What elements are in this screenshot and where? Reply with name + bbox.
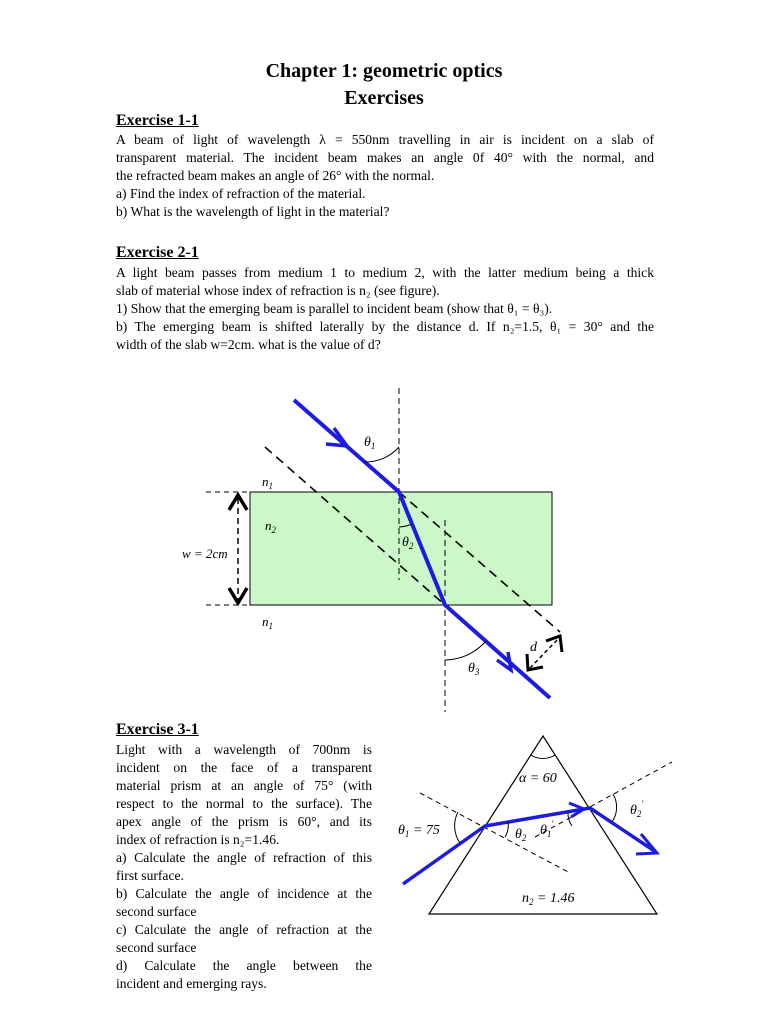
n2-label: $n_2$ [265,518,276,535]
text-line: c) Calculate the angle of refraction at the [116,922,372,937]
exercises-heading: Exercises [344,87,424,109]
text-line: first surface. [116,868,184,883]
text-line: a) Find the index of refraction of the material. [116,186,366,201]
theta2p-label: $\theta_2'$ [630,799,644,819]
theta2p-arc [612,794,617,822]
exercise-3-1-heading: Exercise 3-1 [116,721,199,738]
theta1-label: $\theta_1$ [364,435,376,451]
text-line: respect to the normal to the surface). The [116,796,372,811]
chapter-title: Chapter 1: geometric optics [265,60,503,82]
text-line: index of refraction is n₂=1.46. [116,832,280,847]
text-line: b) The emerging beam is shifted laterally by the distance d. If n₂=1.5, θ₁ = 30° and the [116,319,654,334]
text-line: the refracted beam makes an angle of 26° with the normal. [116,168,435,183]
text-line: incident and emerging rays. [116,976,267,991]
text-line: second surface [116,940,197,955]
text-line: A beam of light of wavelength λ = 550nm travelling in air is incident on a slab of [116,132,654,147]
alpha-label: α = 60 [519,771,557,786]
exercise-2-1-heading: Exercise 2-1 [116,244,199,261]
n1-bottom-label: $n_1$ [262,614,273,631]
theta3-label: $\theta_3$ [468,661,480,677]
theta1-arc [455,812,460,843]
text-line: 1) Show that the emerging beam is parallel to incident beam (show that θ₁ = θ₃). [116,301,553,316]
n1-top-label: $n_1$ [262,474,273,491]
text-line: slab of material whose index of refraction is n₂ (see figure). [116,283,440,298]
text-line: b) What is the wavelength of light in the material? [116,204,390,219]
text-line: width of the slab w=2cm. what is the value of d? [116,337,381,352]
text-line: b) Calculate the angle of incidence at the [116,886,372,901]
n2-label: $n_2 = 1.46$ [522,891,575,907]
theta1p-label: $\theta_1'$ [540,819,554,839]
theta1-label: $\theta_1 = 75$ [398,823,440,839]
text-line: transparent material. The incident beam makes an angle 0f 40° with the normal, and [116,150,654,165]
theta2-label: $\theta_2$ [515,827,527,843]
text-line: Light with a wavelength of 700nm is [116,742,372,757]
d-label: d [530,640,537,655]
exercise-1-1-heading: Exercise 1-1 [116,112,199,129]
text-line: second surface [116,904,197,919]
text-line: apex angle of the prism is 60°, and its [116,814,372,829]
text-line: d) Calculate the angle between the [116,958,372,973]
theta2-label: $\theta_2$ [402,535,414,551]
text-line: incident on the face of a transparent [116,760,372,775]
text-line: material prism at an angle of 75° (with [116,778,372,793]
text-line: A light beam passes from medium 1 to medium 2, with the latter medium being a thick [116,265,654,280]
text-line: a) Calculate the angle of refraction of this [116,850,372,865]
width-label: w = 2cm [182,546,228,561]
